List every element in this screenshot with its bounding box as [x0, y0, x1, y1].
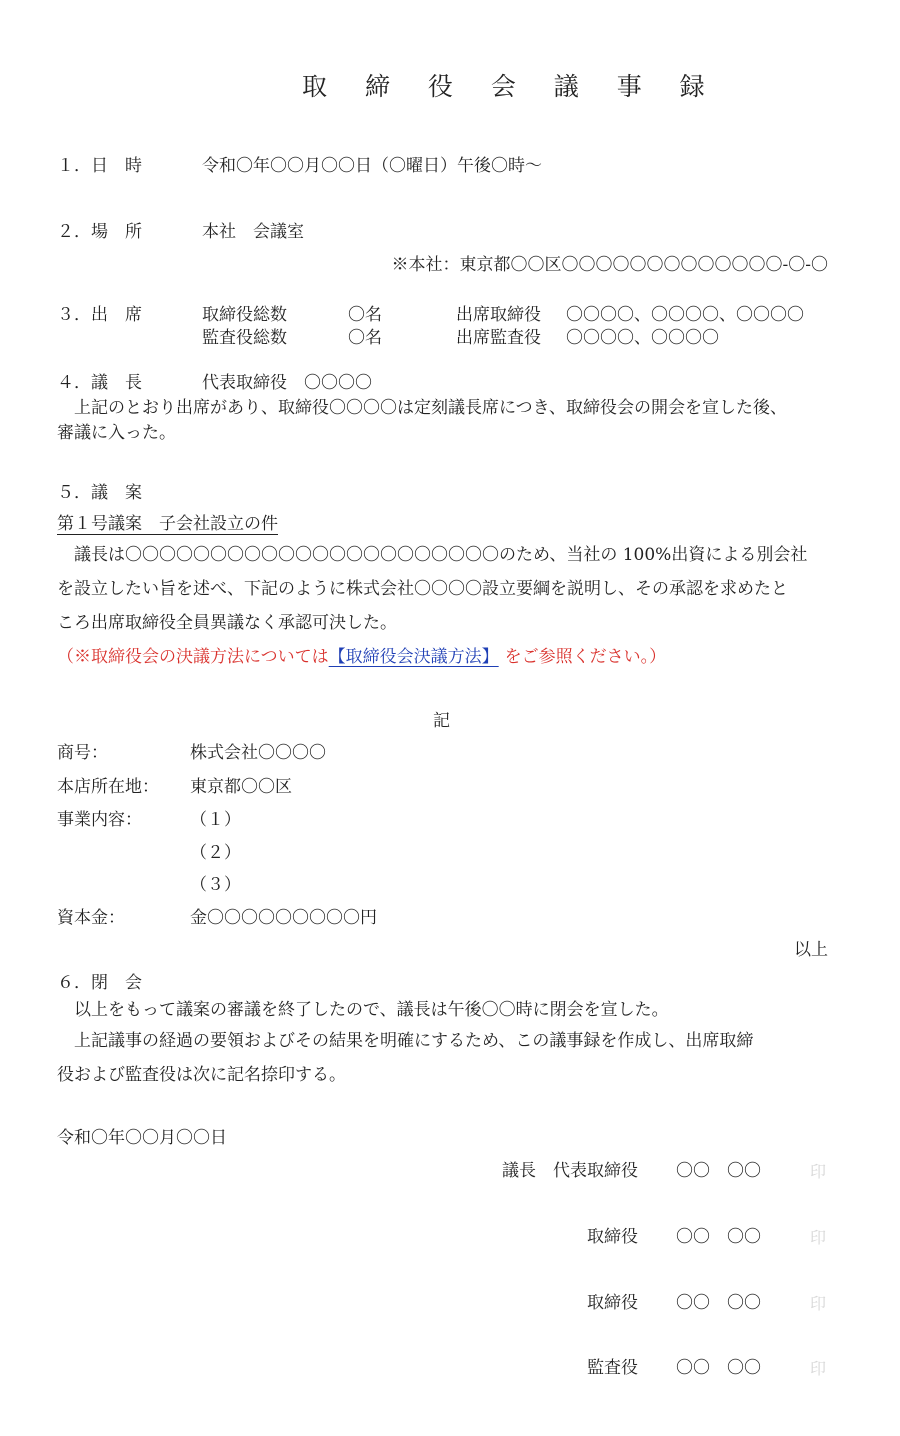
seal-mark: 印: [810, 1228, 827, 1247]
seal-mark: 印: [810, 1162, 827, 1181]
resolution-note: [57, 649, 666, 666]
trade-name-label: 商号：: [57, 743, 108, 763]
resolution-note-prefix: （※取締役会の決議方法については: [57, 647, 329, 667]
signature-name: 〇〇 〇〇: [676, 1227, 761, 1247]
closing-paragraph2-line1: 上記議事の経過の要領およびその結果を明確にするため、この議事録を作成し、出席取締: [74, 1031, 754, 1051]
seal-mark: 印: [810, 1359, 827, 1378]
signature-role: 議長 代表取締役: [502, 1161, 638, 1181]
present-directors-value: 〇〇〇〇、〇〇〇〇、〇〇〇〇: [566, 305, 804, 325]
agenda-heading: ５．議 案: [57, 483, 142, 503]
agenda-paragraph-line2: を設立したい旨を述べ、下記のように株式会社〇〇〇〇設立要綱を説明し、その承認を求めたと: [57, 579, 788, 599]
auditors-total-value: 〇名: [348, 328, 382, 348]
attendance-heading: ３．出 席: [57, 305, 142, 325]
hq-value: 東京都〇〇区: [190, 777, 292, 797]
place-value: 本社 会議室: [202, 222, 304, 242]
closing-heading: ６．閉 会: [57, 973, 142, 993]
document-title: 取 締 役 会 議 事 録: [302, 72, 720, 101]
present-auditors-value: 〇〇〇〇、〇〇〇〇: [566, 328, 719, 348]
record-heading: 記: [433, 711, 450, 731]
signature-role: 取締役: [587, 1293, 638, 1313]
present-auditors-label: 出席監査役: [456, 328, 541, 348]
signature-name: 〇〇 〇〇: [676, 1358, 761, 1378]
document-date: 令和〇年〇〇月〇〇日: [57, 1128, 227, 1148]
business-item-3: （３）: [190, 875, 241, 895]
closing-paragraph1: 以上をもって議案の審議を終了したので、議長は午後〇〇時に閉会を宣した。: [74, 1000, 669, 1020]
directors-total-label: 取締役総数: [202, 305, 287, 325]
directors-total-value: 〇名: [348, 305, 382, 325]
place-note: ※本社：東京都〇〇区〇〇〇〇〇〇〇〇〇〇〇〇〇-〇-〇: [391, 255, 828, 275]
seal-mark: 印: [810, 1294, 827, 1313]
signature-role: 監査役: [587, 1358, 638, 1378]
datetime-value: 令和〇年〇〇月〇〇日（〇曜日）午後〇時～: [202, 156, 542, 176]
resolution-method-link[interactable]: 【取締役会決議方法】: [328, 647, 499, 667]
agenda-paragraph-line1: 議長は〇〇〇〇〇〇〇〇〇〇〇〇〇〇〇〇〇〇〇〇〇〇のため、当社の 100%出資による別会社: [74, 545, 808, 565]
trade-name-value: 株式会社〇〇〇〇: [190, 743, 326, 763]
business-item-1: （１）: [190, 810, 241, 830]
chair-paragraph-line1: 上記のとおり出席があり、取締役〇〇〇〇は定刻議長席につき、取締役会の開会を宣した後、: [74, 398, 787, 418]
business-item-2: （２）: [190, 843, 241, 863]
agenda-paragraph-line3: ころ出席取締役全員異議なく承認可決した。: [57, 613, 397, 633]
business-label: 事業内容：: [57, 810, 142, 830]
capital-value: 金〇〇〇〇〇〇〇〇〇円: [190, 908, 377, 928]
resolution-note-suffix: をご参照ください。）: [504, 647, 667, 667]
agenda-item-title: 第１号議案 子会社設立の件: [57, 514, 278, 534]
chair-value: 代表取締役 〇〇〇〇: [202, 373, 372, 393]
auditors-total-label: 監査役総数: [202, 328, 287, 348]
chair-paragraph-line2: 審議に入った。: [57, 423, 176, 443]
present-directors-label: 出席取締役: [456, 305, 541, 325]
signature-role: 取締役: [587, 1227, 638, 1247]
hq-label: 本店所在地：: [57, 777, 159, 797]
signature-name: 〇〇 〇〇: [676, 1293, 761, 1313]
signature-name: 〇〇 〇〇: [676, 1161, 761, 1181]
end-mark: 以上: [794, 940, 828, 960]
closing-paragraph2-line2: 役および監査役は次に記名捺印する。: [57, 1065, 346, 1085]
chair-heading: ４．議 長: [57, 373, 142, 393]
capital-label: 資本金：: [57, 908, 125, 928]
place-heading: ２．場 所: [57, 222, 142, 242]
datetime-heading: １．日 時: [57, 156, 142, 176]
